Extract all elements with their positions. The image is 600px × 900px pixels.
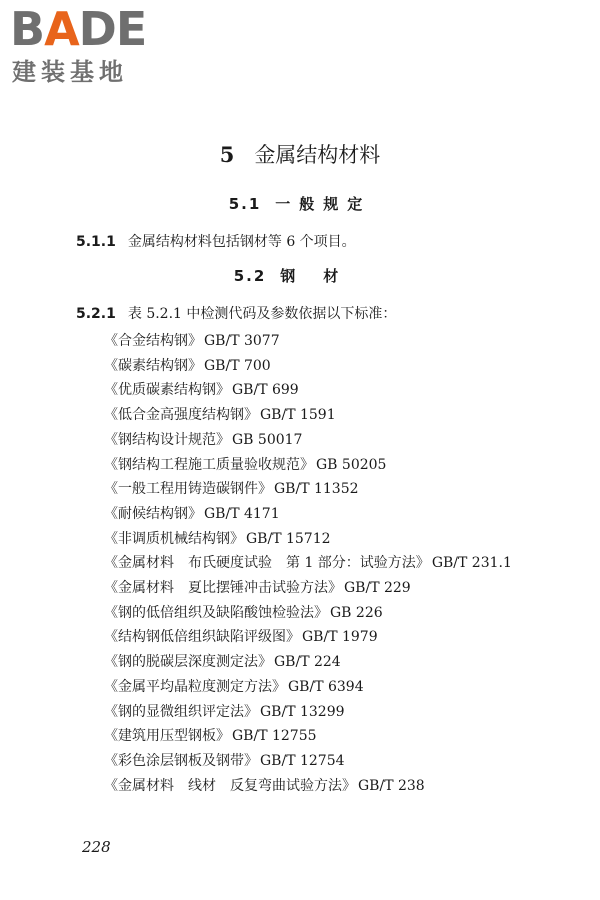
page-number: 228 <box>82 838 111 856</box>
section-number: 5.2 <box>233 267 267 285</box>
brand-logo <box>10 4 180 88</box>
standard-item <box>76 329 566 354</box>
logo-subtitle: 建装基地 <box>12 58 128 86</box>
standard-code: GB 50017 <box>232 431 303 448</box>
standard-title: 《碳素结构钢》 <box>104 357 202 374</box>
standard-title: 《钢的低倍组织及缺陷酸蚀检验法》 <box>104 604 328 621</box>
standard-item <box>76 650 566 675</box>
standard-item <box>76 527 566 552</box>
standard-title: 《一般工程用铸造碳钢件》 <box>104 481 272 498</box>
standard-item <box>76 403 566 428</box>
standard-title: 《结构钢低倍组织缺陷评级图》 <box>104 629 300 646</box>
standard-code: GB/T 12754 <box>260 752 345 769</box>
standard-item <box>76 774 566 799</box>
standard-code: GB/T 1979 <box>302 629 378 646</box>
standard-title: 《钢的显微组织评定法》 <box>104 703 258 720</box>
section-heading-5-1 <box>0 193 600 214</box>
clause-number: 5.2.1 <box>76 306 116 322</box>
standard-item <box>76 601 566 626</box>
standard-title: 《钢的脱碳层深度测定法》 <box>104 654 272 671</box>
standard-title: 《钢结构工程施工质量验收规范》 <box>104 456 314 473</box>
logo-letters-b: B <box>10 2 45 56</box>
standard-title: 《耐候结构钢》 <box>104 505 202 522</box>
section-number: 5.1 <box>228 195 262 213</box>
standard-code: GB/T 11352 <box>274 481 359 498</box>
standard-code: GB/T 224 <box>274 654 341 671</box>
clause-5-2-1 <box>76 303 576 325</box>
standard-code: GB 50205 <box>316 456 387 473</box>
standard-title: 《彩色涂层钢板及钢带》 <box>104 752 258 769</box>
chapter-number: 5 <box>219 142 235 167</box>
standard-title: 《金属材料 布氏硬度试验 第 1 部分：试验方法》 <box>104 555 430 572</box>
standard-item <box>76 551 566 576</box>
clause-5-1-1 <box>76 231 576 253</box>
standard-title: 《建筑用压型钢板》 <box>104 728 230 745</box>
clause-text: 金属结构材料包括钢材等 6 个项目。 <box>127 234 356 250</box>
standard-title: 《非调质机械结构钢》 <box>104 530 244 547</box>
standard-item <box>76 453 566 478</box>
standard-code: GB/T 13299 <box>260 703 345 720</box>
standard-code: GB/T 229 <box>344 580 411 597</box>
standard-title: 《钢结构设计规范》 <box>104 431 230 448</box>
section-title: 钢材 <box>280 267 367 285</box>
standard-item <box>76 502 566 527</box>
standard-code: GB/T 231.1 <box>431 555 512 572</box>
standard-code: GB 226 <box>330 604 383 621</box>
chapter-heading <box>0 140 600 170</box>
logo-letter-a-accent: A <box>44 2 79 56</box>
standard-title: 《金属材料 夏比摆锤冲击试验方法》 <box>104 580 342 597</box>
standard-item <box>76 378 566 403</box>
standard-code: GB/T 6394 <box>288 678 364 695</box>
standard-code: GB/T 4171 <box>204 505 280 522</box>
standard-title: 《优质碳素结构钢》 <box>104 382 230 399</box>
section-heading-5-2 <box>0 265 600 286</box>
standard-code: GB/T 15712 <box>246 530 331 547</box>
standard-code: GB/T 700 <box>204 357 271 374</box>
standard-item <box>76 749 566 774</box>
standard-code: GB/T 3077 <box>204 333 280 349</box>
standard-title: 《金属材料 线材 反复弯曲试验方法》 <box>104 777 356 794</box>
standard-code: GB/T 238 <box>358 777 425 794</box>
standard-item <box>76 700 566 725</box>
logo-letters-de: DE <box>78 2 147 56</box>
standard-item <box>76 724 566 749</box>
standard-title: 《低合金高强度结构钢》 <box>104 407 258 424</box>
standard-item <box>76 354 566 379</box>
clause-number: 5.1.1 <box>76 234 116 250</box>
standard-title: 《合金结构钢》 <box>104 333 202 349</box>
standard-code: GB/T 699 <box>232 382 299 399</box>
standard-item <box>76 675 566 700</box>
standards-list <box>76 329 566 798</box>
standard-item <box>76 477 566 502</box>
standard-item <box>76 428 566 453</box>
standard-title: 《金属平均晶粒度测定方法》 <box>104 678 286 695</box>
chapter-title: 金属结构材料 <box>254 143 381 167</box>
clause-text: 表 5.2.1 中检测代码及参数依据以下标准： <box>127 306 397 322</box>
logo-wordmark <box>10 4 146 54</box>
standard-code: GB/T 12755 <box>232 728 317 745</box>
standard-code: GB/T 1591 <box>260 407 336 424</box>
section-title: 一般规定 <box>275 195 372 213</box>
standard-item <box>76 576 566 601</box>
standard-item <box>76 625 566 650</box>
